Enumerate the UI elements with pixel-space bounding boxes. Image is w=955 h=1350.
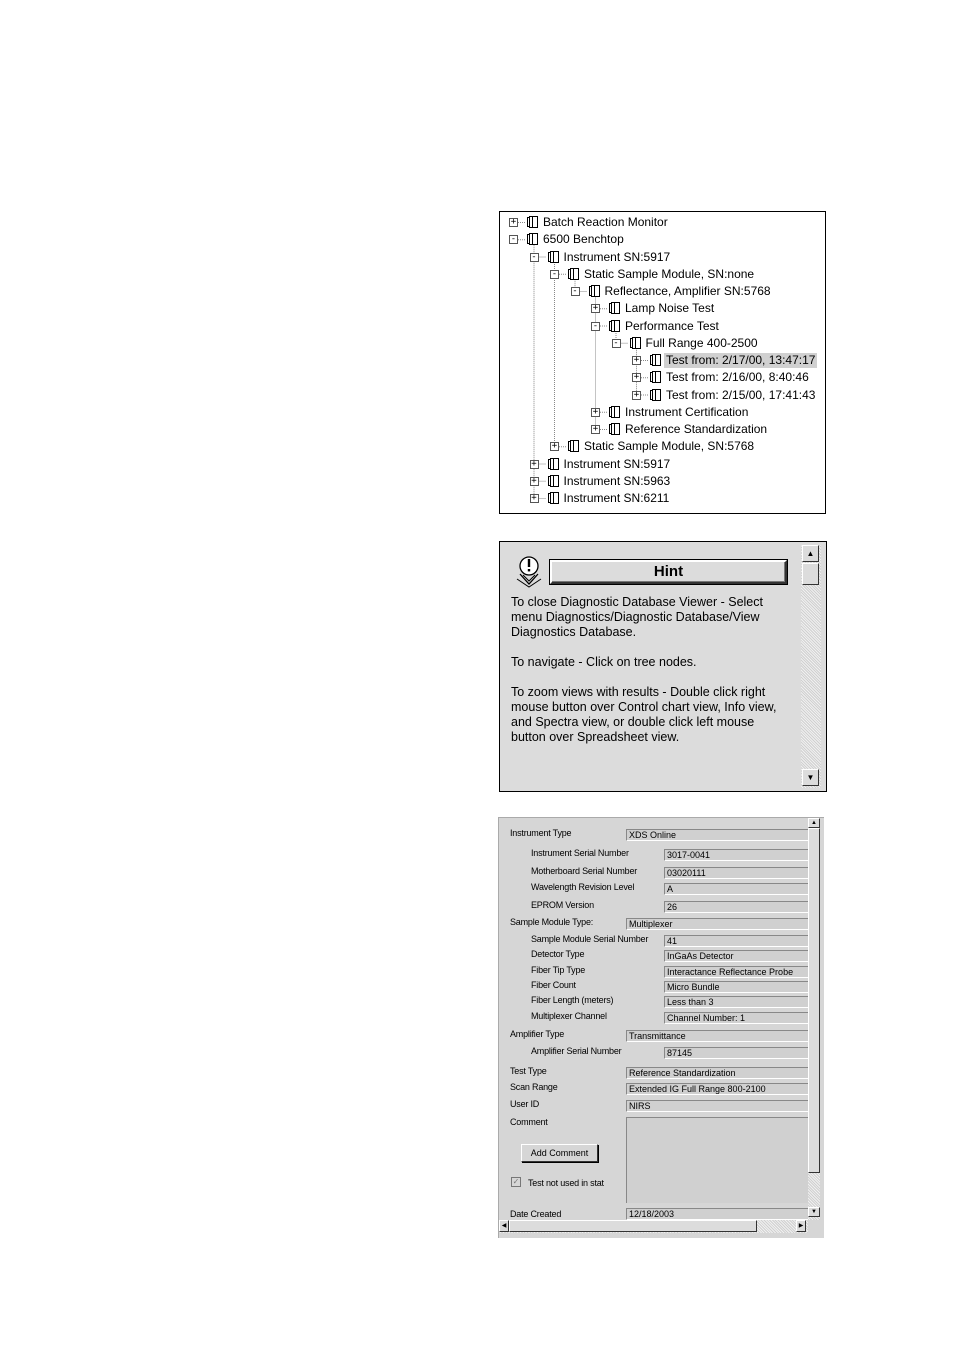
- tree-node[interactable]: [500, 249, 820, 266]
- tree-node[interactable]: [500, 369, 820, 386]
- expand-icon[interactable]: +: [633, 389, 640, 400]
- test-not-used-checkbox[interactable]: ✓: [512, 1177, 520, 1186]
- info-field-value: 26: [664, 901, 808, 913]
- document-icon: [570, 440, 579, 452]
- expand-icon[interactable]: +: [551, 441, 558, 452]
- info-horizontal-scrollbar[interactable]: [499, 1220, 808, 1233]
- document-icon: [570, 268, 579, 280]
- info-field-label: Detector Type: [531, 949, 585, 959]
- collapse-icon[interactable]: -: [551, 268, 558, 279]
- hint-title: Hint: [550, 560, 787, 584]
- tree-node[interactable]: [500, 335, 820, 352]
- tree-node-label[interactable]: Lamp Noise Test: [625, 301, 715, 316]
- tree-node[interactable]: [500, 404, 820, 421]
- tree-node[interactable]: [500, 300, 820, 317]
- tree-node[interactable]: [500, 214, 820, 231]
- hint-paragraph: To close Diagnostic Database Viewer - Select menu Diagnostics/Diagnostic Database/View Diagnostics Database.: [511, 595, 763, 639]
- expand-icon[interactable]: +: [633, 372, 640, 383]
- info-scroll-thumb[interactable]: [808, 828, 820, 1173]
- info-horizontal-scroll-thumb[interactable]: [509, 1220, 757, 1232]
- info-field-label: EPROM Version: [531, 900, 594, 910]
- info-field-label: Multiplexer Channel: [531, 1011, 607, 1021]
- document-icon: [611, 423, 620, 435]
- info-field-label: Instrument Serial Number: [531, 848, 629, 858]
- tree-node-label[interactable]: Reflectance, Amplifier SN:5768: [604, 284, 771, 298]
- info-field-label: Fiber Count: [531, 980, 576, 990]
- tree-node-label[interactable]: Full Range 400-2500: [645, 335, 758, 350]
- tree-node[interactable]: [500, 490, 820, 507]
- test-not-used-label: Test not used in stat: [528, 1178, 604, 1188]
- info-field-value: XDS Online: [626, 829, 808, 841]
- tree-node-label[interactable]: 6500 Benchtop: [543, 232, 624, 247]
- comment-textarea[interactable]: [626, 1117, 808, 1203]
- comment-label: Comment: [510, 1117, 548, 1127]
- tree-view[interactable]: [499, 211, 826, 514]
- hint-lightbulb-icon: [514, 554, 544, 588]
- tree-node-label[interactable]: Instrument SN:6211: [563, 491, 670, 505]
- expand-icon[interactable]: +: [531, 458, 537, 469]
- collapse-icon[interactable]: -: [613, 337, 619, 348]
- info-field-label: Instrument Type: [510, 828, 572, 838]
- info-field-value: A: [664, 883, 808, 895]
- document-icon: [611, 302, 620, 314]
- tree-node[interactable]: [500, 473, 820, 490]
- info-field-value: Channel Number: 1: [664, 1012, 808, 1024]
- info-field-label: Scan Range: [510, 1082, 558, 1092]
- info-field-value: 03020111: [664, 867, 808, 879]
- tree-node-label[interactable]: Reference Standardization: [625, 422, 768, 436]
- instrument-info-panel: [498, 817, 824, 1238]
- document-icon: [611, 320, 620, 332]
- tree-node-label[interactable]: Test from: 2/17/00, 13:47:17: [666, 353, 816, 367]
- document-icon: [550, 251, 559, 263]
- tree-node[interactable]: [500, 231, 820, 248]
- info-field-value: Multiplexer: [626, 918, 808, 930]
- collapse-icon[interactable]: -: [510, 234, 517, 245]
- info-field-value: 3017-0041: [664, 849, 808, 861]
- tree-node-label[interactable]: Instrument SN:5963: [563, 473, 671, 488]
- info-field-label: Wavelength Revision Level: [531, 882, 635, 892]
- expand-icon[interactable]: +: [592, 303, 599, 314]
- document-icon: [652, 371, 661, 383]
- document-icon: [652, 354, 661, 366]
- tree-node[interactable]: [500, 266, 820, 283]
- tree-node-label[interactable]: Test from: 2/16/00, 8:40:46: [666, 370, 809, 385]
- info-field-value: Micro Bundle: [664, 981, 808, 993]
- info-field-label: Sample Module Type:: [510, 917, 594, 927]
- document-icon: [591, 285, 600, 297]
- document-icon: [550, 475, 559, 487]
- collapse-icon[interactable]: -: [592, 320, 599, 331]
- hint-body: [511, 595, 781, 760]
- date-created-value: 12/18/2003: [626, 1208, 808, 1220]
- info-field-label: Amplifier Serial Number: [531, 1046, 622, 1056]
- tree-node[interactable]: [500, 352, 820, 369]
- tree-node-label[interactable]: Test from: 2/15/00, 17:41:43: [666, 387, 816, 402]
- hint-scroll-up-button[interactable]: ▲: [802, 545, 819, 562]
- info-field-label: Amplifier Type: [510, 1029, 565, 1039]
- info-field-value: NIRS: [626, 1100, 808, 1112]
- tree-node[interactable]: [500, 456, 820, 473]
- info-field-value: InGaAs Detector: [664, 950, 808, 962]
- info-field-value: 41: [664, 935, 808, 947]
- info-field-value: Interactance Reflectance Probe: [664, 966, 808, 978]
- tree-node-label[interactable]: Performance Test: [625, 318, 719, 333]
- tree-node-label[interactable]: Instrument SN:5917: [563, 249, 671, 264]
- hint-scroll-thumb[interactable]: [802, 563, 819, 585]
- tree-node[interactable]: [500, 318, 820, 335]
- expand-icon[interactable]: +: [510, 217, 517, 227]
- expand-icon[interactable]: +: [592, 406, 599, 417]
- document-icon: [550, 458, 559, 470]
- info-field-label: Fiber Tip Type: [531, 965, 586, 975]
- hint-scroll-down-button[interactable]: ▼: [802, 769, 819, 786]
- hint-vertical-scrollbar[interactable]: [801, 545, 821, 788]
- info-field-label: Test Type: [510, 1066, 547, 1076]
- document-icon: [529, 216, 538, 228]
- info-scroll-down-button[interactable]: ▼: [808, 1207, 820, 1217]
- expand-icon[interactable]: +: [531, 493, 537, 503]
- info-vertical-scrollbar[interactable]: [808, 818, 820, 1220]
- tree-node-label[interactable]: Batch Reaction Monitor: [543, 215, 668, 229]
- collapse-icon[interactable]: -: [531, 251, 537, 262]
- date-created-label: Date Created: [510, 1209, 562, 1219]
- info-scroll-left-button[interactable]: ◀: [499, 1220, 509, 1232]
- tree-node[interactable]: [500, 387, 820, 404]
- info-field-label: User ID: [510, 1099, 540, 1109]
- info-field-label: Fiber Length (meters): [531, 995, 614, 1005]
- hint-panel: [499, 541, 827, 792]
- tree-node[interactable]: [500, 438, 820, 455]
- tree-node-label[interactable]: Instrument SN:5917: [563, 456, 671, 471]
- expand-icon[interactable]: +: [633, 355, 640, 365]
- info-field-value: Extended IG Full Range 800-2100: [626, 1083, 808, 1095]
- collapse-icon[interactable]: -: [572, 286, 578, 296]
- info-field-value: Reference Standardization: [626, 1067, 808, 1079]
- tree-node[interactable]: [500, 421, 820, 438]
- info-field-label: Sample Module Serial Number: [531, 934, 649, 944]
- document-icon: [611, 406, 620, 418]
- add-comment-button[interactable]: Add Comment: [521, 1144, 598, 1162]
- document-icon: [550, 492, 559, 504]
- expand-icon[interactable]: +: [592, 424, 599, 434]
- tree-node-label[interactable]: Static Sample Module, SN:none: [584, 266, 755, 281]
- tree-node[interactable]: [500, 283, 820, 300]
- info-field-value: 87145: [664, 1047, 808, 1059]
- tree-node-label[interactable]: Static Sample Module, SN:5768: [584, 439, 755, 454]
- document-icon: [652, 389, 661, 401]
- hint-paragraph: To zoom views with results - Double click right mouse button over Control chart view, Info view, and Spectra view, or double click left mouse button over Spreadsheet view.: [511, 685, 777, 744]
- document-icon: [529, 233, 538, 245]
- expand-icon[interactable]: +: [531, 475, 537, 486]
- document-icon: [632, 337, 641, 349]
- info-field-value: Less than 3: [664, 996, 808, 1008]
- tree-node-label[interactable]: Instrument Certification: [625, 404, 749, 419]
- info-field-label: Motherboard Serial Number: [531, 866, 638, 876]
- hint-paragraph: To navigate - Click on tree nodes.: [511, 655, 697, 669]
- info-scroll-right-button[interactable]: ▶: [796, 1220, 806, 1232]
- info-scroll-up-button[interactable]: ▲: [808, 818, 820, 828]
- info-field-value: Transmittance: [626, 1030, 808, 1042]
